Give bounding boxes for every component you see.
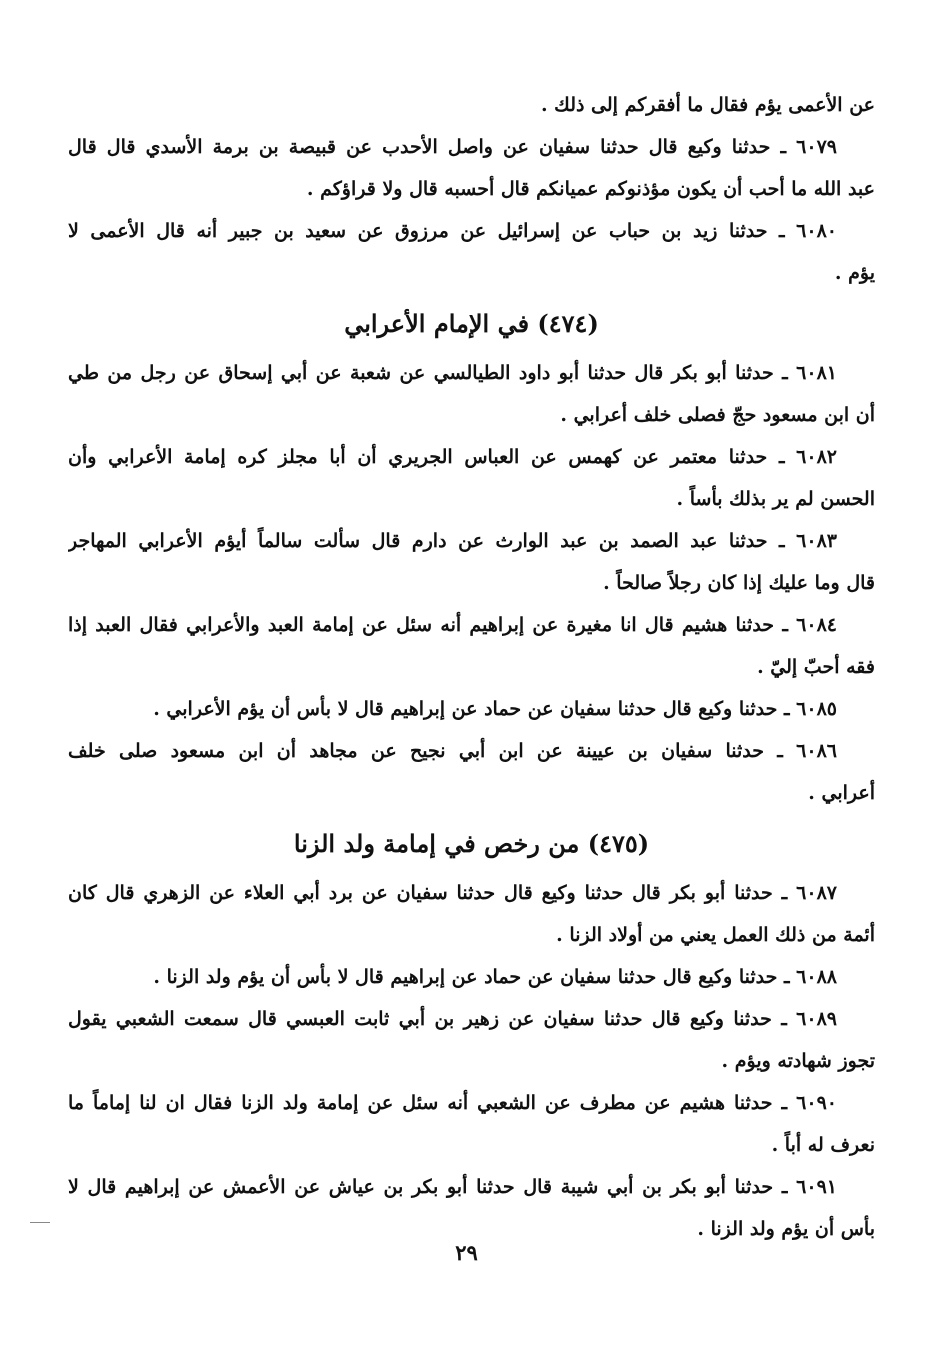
text-line: ٦٠٨٦ ـ حدثنا سفيان بن عيينة عن ابن أبي نجيح عن مجاهد أن ابن مسعود صلى خلف (68, 740, 837, 762)
text-line: تجوز شهادته ويؤم . (721, 1050, 875, 1072)
text-line: قال وما عليك إذا كان رجلاً صالحاً . (603, 572, 875, 594)
text-block-section-474 (68, 352, 875, 814)
text-line: نعرف له أباً . (771, 1134, 875, 1156)
text-line: ٦٠٨٧ ـ حدثنا أبو بكر قال حدثنا وكيع قال حدثنا سفيان عن برد أبي العلاء عن الزهري قال كان (68, 882, 837, 904)
text-line: ٦٠٩٠ ـ حدثنا هشيم عن مطرف عن الشعبي أنه سئل عن إمامة ولد الزنا فقال ان لنا إماماً ما (68, 1092, 837, 1114)
text-block-section-475 (68, 872, 875, 1250)
text-line: أئمة من ذلك العمل يعني من أولاد الزنا . (556, 924, 875, 946)
text-line: ٦٠٨٩ ـ حدثنا وكيع قال حدثنا سفيان عن زهير بن أبي ثابت العبسي قال سمعت الشعبي يقول (68, 1008, 837, 1030)
text-line: أعرابي . (808, 782, 875, 804)
text-line: فقه أحبّ إليّ . (757, 656, 875, 678)
text-block-top (68, 84, 875, 294)
margin-mark (30, 1222, 50, 1223)
text-line: عبد الله ما أحب أن يكون مؤذنوكم عميانكم قال أحسبه قال ولا قراؤكم . (306, 178, 875, 200)
text-line: ٦٠٨٢ ـ حدثنا معتمر عن كهمس عن العباس الجريري أن أبا مجلز كره إمامة الأعرابي وأن (68, 446, 837, 468)
section-heading-475: (٤٧٥) من رخص في إمامة ولد الزنا (293, 829, 650, 858)
text-line: يؤم . (834, 262, 875, 284)
text-line: ٦٠٨٥ ـ حدثنا وكيع قال حدثنا سفيان عن حماد عن إبراهيم قال لا بأس أن يؤم الأعرابي . (153, 698, 837, 720)
text-line: أن ابن مسعود حجّ فصلى خلف أعرابي . (560, 404, 875, 426)
page-number: ٢٩ (455, 1240, 478, 1265)
text-line: ٦٠٩١ ـ حدثنا أبو بكر بن أبي شيبة قال حدثنا أبو بكر بن عياش عن الأعمش عن إبراهيم قال لا (68, 1176, 837, 1198)
text-line: ٦٠٨١ ـ حدثنا أبو بكر قال حدثنا أبو داود الطيالسي عن شعبة عن أبي إسحاق عن رجل من طي (68, 362, 837, 384)
text-line: بأس أن يؤم ولد الزنا . (697, 1218, 875, 1240)
text-line: ٦٠٨٣ ـ حدثنا عبد الصمد بن عبد الوارث عن دارم قال سألت سالماً أيؤم الأعرابي المهاجر (68, 530, 837, 552)
section-heading-474: (٤٧٤) في الإمام الأعرابي (344, 309, 599, 338)
text-line: ٦٠٨٤ ـ حدثنا هشيم قال انا مغيرة عن إبراهيم أنه سئل عن إمامة العبد والأعرابي فقال العبد إذا (68, 614, 837, 636)
text-line: ٦٠٧٩ ـ حدثنا وكيع قال حدثنا سفيان عن واصل الأحدب عن قبيصة بن برمة الأسدي قال قال (68, 136, 837, 158)
text-line: ٦٠٨٠ ـ حدثنا زيد بن حباب عن إسرائيل عن مرزوق عن سعيد بن جبير أنه قال الأعمى لا (68, 220, 837, 242)
text-line: عن الأعمى يؤم فقال ما أفقركم إلى ذلك . (540, 94, 875, 116)
text-line: ٦٠٨٨ ـ حدثنا وكيع قال حدثنا سفيان عن حماد عن إبراهيم قال لا بأس أن يؤم ولد الزنا . (153, 966, 837, 988)
text-line: الحسن لم ير بذلك بأساً . (676, 488, 875, 510)
